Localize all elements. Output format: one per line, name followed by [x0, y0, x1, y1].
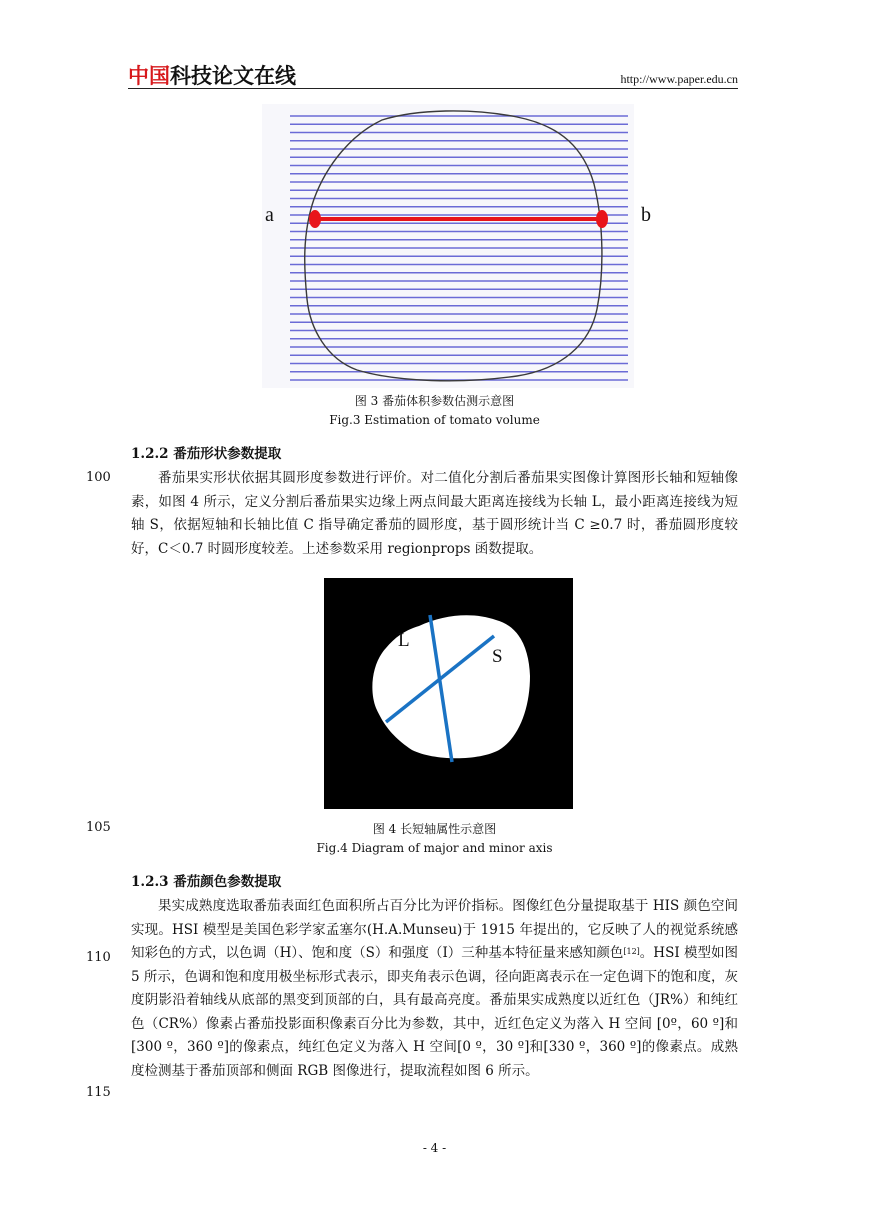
figure4-label-L: L — [398, 630, 410, 651]
figure3-caption-cn: 图 3 番茄体积参数估测示意图 — [354, 394, 515, 408]
line-number: 105 — [86, 820, 111, 835]
line-number: 100 — [86, 470, 111, 485]
figure3-label-a: a — [265, 204, 274, 226]
figure4-caption-cn: 图 4 长短轴属性示意图 — [372, 822, 497, 836]
figure3-label-b: b — [641, 204, 651, 226]
figure4-label-S: S — [492, 646, 503, 667]
figure3-tomato-volume-diagram — [262, 104, 634, 388]
point-a-marker — [309, 210, 321, 228]
section-1-2-2-heading: 1.2.2 番茄形状参数提取 — [131, 446, 282, 462]
journal-logo — [128, 60, 296, 90]
header-divider — [128, 88, 738, 89]
figure3-caption-en: Fig.3 Estimation of tomato volume — [329, 413, 540, 427]
paragraph-text-part2: 。HSI 模型如图 5 所示，色调和饱和度用极坐标形式表示，即夹角表示色调，径向距离表示在一定色调下的饱和度，灰度阴影沿着轴线从底部的黑变到顶部的白，具有最高亮度。番茄果实成熟度以近红色（JR%）和纯红色（CR%）像素占番茄投影面积像素百分比为参数，其中，近红色定义为落入 H 空间 [0º，60 º]和[300 º，360 º]的像素点，纯红色定义为落入 H 空间[0 º，30 º]和[330 º，360 º]的像素点。成熟度检测基于番茄顶部和侧面 RGB 图像进行，提取流程如图 6 所示。 — [131, 945, 738, 1079]
page-number: - 4 - — [422, 1141, 447, 1155]
header-url[interactable]: http://www.paper.edu.cn — [620, 72, 738, 86]
section-1-2-3-heading: 1.2.3 番茄颜色参数提取 — [131, 874, 282, 890]
line-number: 110 — [86, 950, 111, 965]
point-b-marker — [596, 210, 608, 228]
figure4-caption-en: Fig.4 Diagram of major and minor axis — [316, 841, 553, 855]
section-1-2-2-paragraph: 番茄果实形状依据其圆形度参数进行评价。对二值化分割后番茄果实图像计算图形长轴和短轴像素，如图 4 所示，定义分割后番茄果实边缘上两点间最大距离连接线为长轴 L，最小距离连接线为短轴 S，依据短轴和长轴比值 C 指导确定番茄的圆形度，基于圆形统计当 C ≥0.7 时，番茄圆形度较好，C＜0.7 时圆形度较差。上述参数采用 regionprops 函数提取。 — [131, 470, 738, 557]
section-1-2-3-paragraph — [131, 895, 738, 1083]
citation-ref[interactable]: [12] — [623, 947, 640, 956]
logo-red-text: 中国 — [128, 64, 170, 88]
logo-black-text: 科技论文在线 — [170, 64, 296, 88]
line-number: 115 — [86, 1085, 111, 1100]
figure4-axis-diagram — [324, 578, 573, 809]
paragraph-text-part1: 果实成熟度选取番茄表面红色面积所占百分比为评价指标。图像红色分量提取基于 HIS 颜色空间实现。HSI 模型是美国色彩学家孟塞尔(H.A.Munseu)于 1915 年提出的，它反映了人的视觉系统感知彩色的方式，以色调（H）、饱和度（S）和强度（I）三种基本特征量来感知颜色 — [131, 898, 738, 961]
